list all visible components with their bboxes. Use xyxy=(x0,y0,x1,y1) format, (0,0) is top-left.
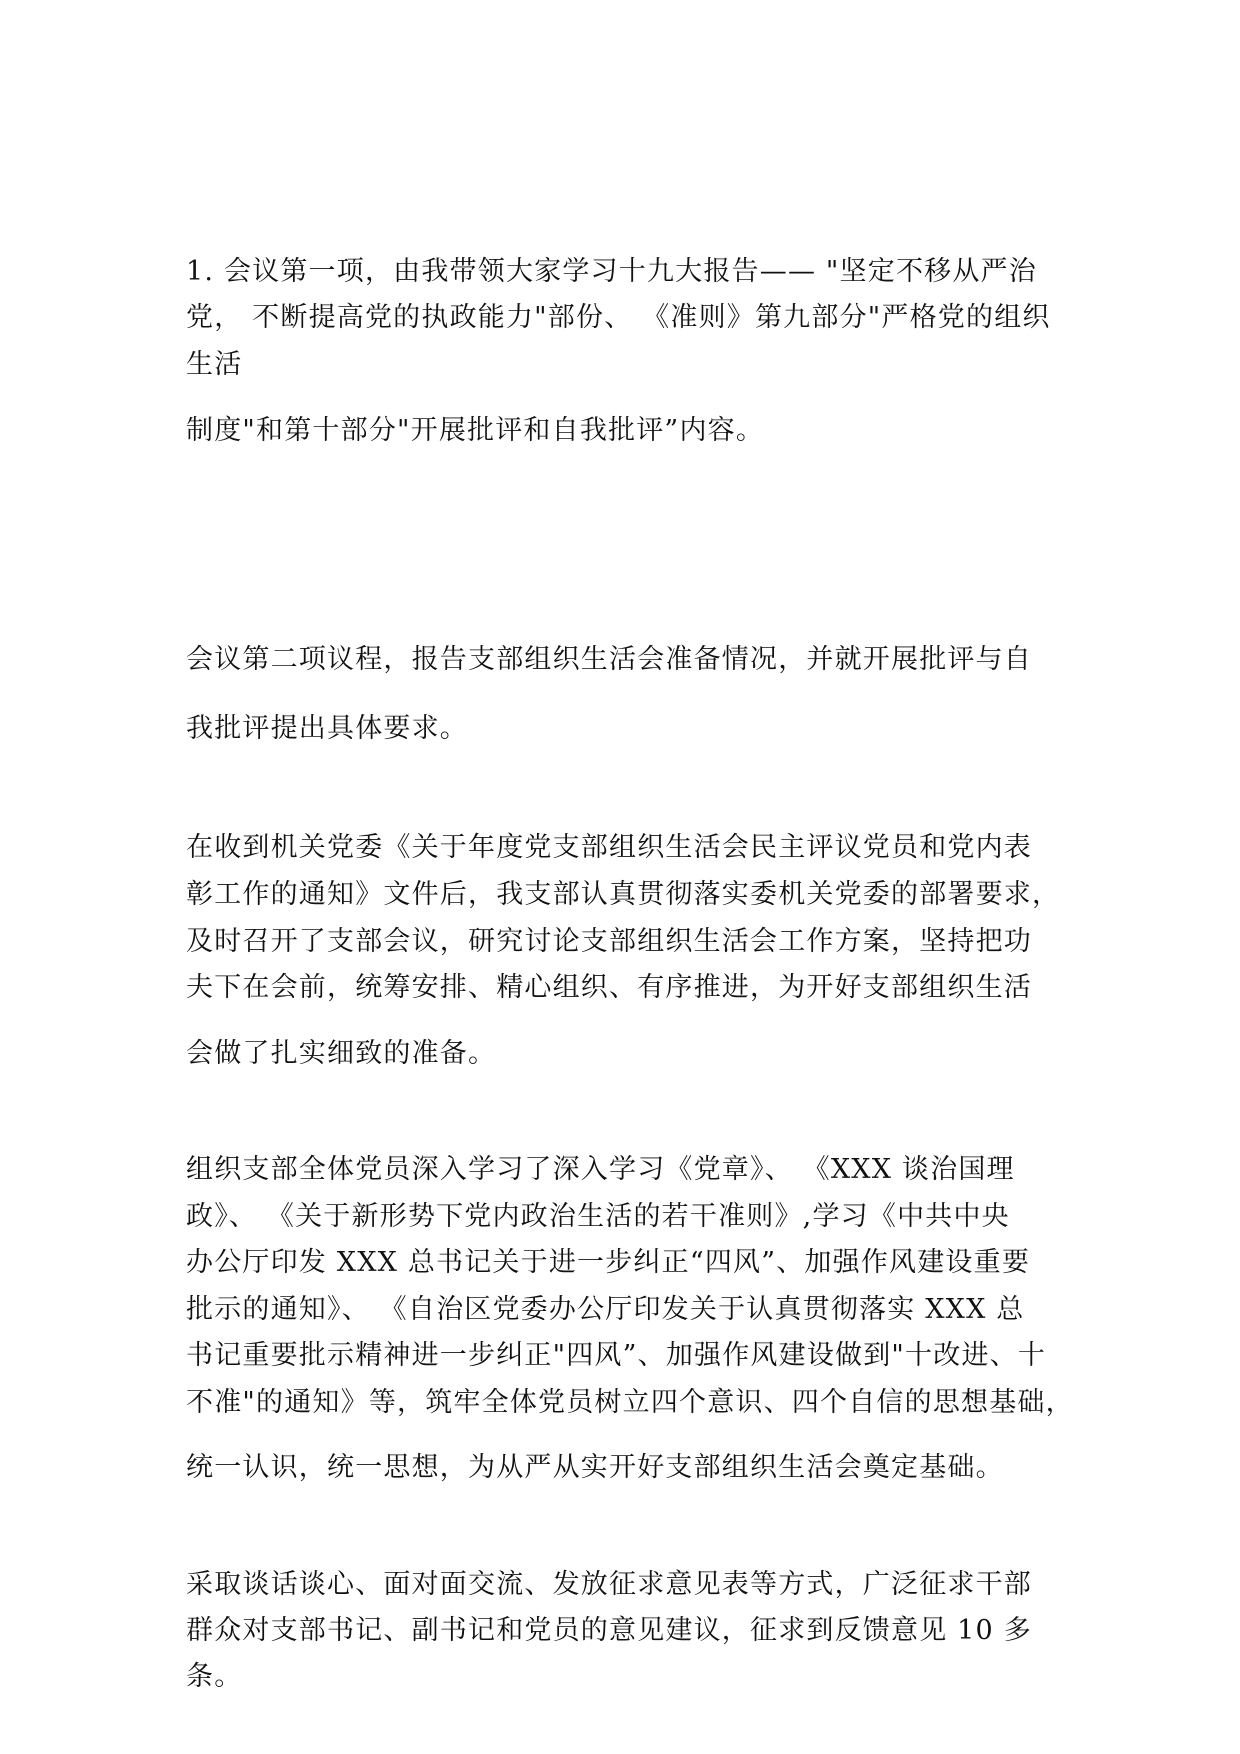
paragraph-1-line-3: 生活 xyxy=(186,349,243,380)
paragraph-4-line-6: 不准"的通知》等，筑牢全体党员树立四个意识、四个自信的思想基础， xyxy=(186,1387,1074,1418)
paragraph-3-line-1: 在收到机关党委《关于年度党支部组织生活会民主评议党员和党内表 xyxy=(186,832,1032,863)
paragraph-3-line-2: 彰工作的通知》文件后，我支部认真贯彻落实委机关党委的部署要求， xyxy=(186,879,1061,910)
paragraph-1-line-2: 党， 不断提高党的执政能力"部份、 《准则》第九部分"严格党的组织 xyxy=(186,302,1051,333)
paragraph-1-line-1: 1. 会议第一项，由我带领大家学习十九大报告—— "坚定不移从严治 xyxy=(186,256,1037,287)
paragraph-3-line-4: 夫下在会前，统筹安排、精心组织、有序推进，为开好支部组织生活 xyxy=(186,972,1032,1003)
paragraph-3-line-5: 会做了扎实细致的准备。 xyxy=(186,1038,497,1069)
paragraph-4-line-3: 办公厅印发 XXX 总书记关于进一步纠正“四风”、加强作风建设重要 xyxy=(186,1247,1031,1278)
paragraph-1-line-4: 制度"和第十部分"开展批评和自我批评”内容。 xyxy=(186,415,765,446)
paragraph-5-line-2: 群众对支部书记、副书记和党员的意见建议，征求到反馈意见 10 多 xyxy=(186,1615,1032,1646)
paragraph-5-line-3: 条。 xyxy=(186,1661,243,1692)
paragraph-2-line-2: 我批评提出具体要求。 xyxy=(186,713,468,744)
paragraph-4-line-2: 政》、 《关于新形势下党内政治生活的若干准则》,学习《中共中央 xyxy=(186,1201,1010,1232)
paragraph-4-line-7: 统一认识，统一思想，为从严从实开好支部组织生活会奠定基础。 xyxy=(186,1452,1004,1483)
paragraph-4-line-4: 批示的通知》、 《自治区党委办公厅印发关于认真贯彻落实 XXX 总 xyxy=(186,1294,1025,1325)
paragraph-2-line-1: 会议第二项议程，报告支部组织生活会准备情况，并就开展批评与自 xyxy=(186,644,1032,675)
paragraph-3-line-3: 及时召开了支部会议，研究讨论支部组织生活会工作方案，坚持把功 xyxy=(186,926,1032,957)
paragraph-4-line-1: 组织支部全体党员深入学习了深入学习《党章》、 《XXX 谈治国理 xyxy=(186,1154,1015,1185)
paragraph-5-line-1: 采取谈话谈心、面对面交流、发放征求意见表等方式，广泛征求干部 xyxy=(186,1569,1032,1600)
paragraph-4-line-5: 书记重要批示精神进一步纠正"四风”、加强作风建设做到"十改进、十 xyxy=(186,1340,1047,1371)
